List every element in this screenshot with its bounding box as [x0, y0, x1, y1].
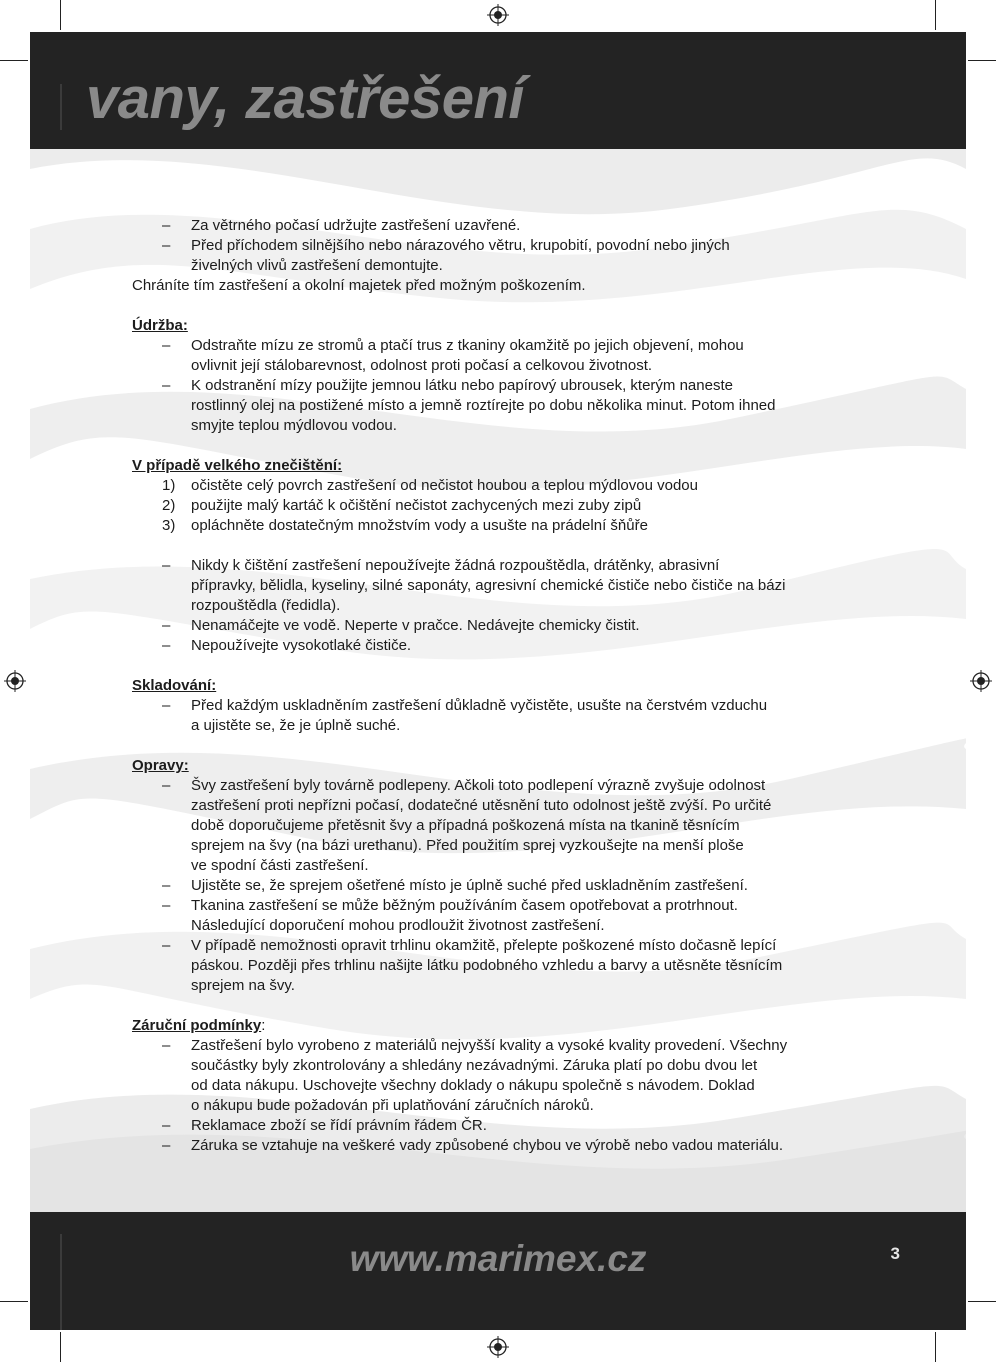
list-marker: – — [162, 377, 171, 394]
list-marker: – — [162, 777, 171, 794]
list-number: 2) — [162, 497, 176, 514]
crop-mark — [968, 60, 996, 61]
list-item-text: Nepoužívejte vysokotlaké čističe. — [191, 637, 412, 654]
list-item-continuation — [132, 916, 892, 936]
list-marker: – — [162, 637, 171, 654]
list-item-continuation — [132, 956, 892, 976]
list-marker: – — [162, 1037, 171, 1054]
heavy-dirt-heading: V případě velkého znečištění: — [132, 457, 343, 474]
list-item — [132, 1036, 892, 1056]
page-footer — [30, 1212, 966, 1330]
list-item-text: sprejem na švy. — [191, 977, 295, 994]
list-item — [132, 336, 892, 356]
list-marker: – — [162, 337, 171, 354]
storage-heading: Skladování: — [132, 677, 217, 694]
list-item-text: Nikdy k čištění zastřešení nepoužívejte žádná rozpouštědla, drátěnky, abrasivní — [191, 557, 720, 574]
crop-mark — [968, 1301, 996, 1302]
list-item-continuation — [132, 256, 892, 276]
page-title: vany, zastřešení — [86, 66, 524, 131]
list-item-continuation — [132, 796, 892, 816]
list-item-text: o nákupu bude požadován při uplatňování záručních nároků. — [191, 1097, 594, 1114]
list-item-text: rostlinný olej na postižené místo a jemně roztírejte po dobu několika minut. Potom ihned — [191, 397, 776, 414]
list-item-text: živelných vlivů zastřešení demontujte. — [191, 257, 443, 274]
list-item — [132, 376, 892, 396]
list-item-text: očistěte celý povrch zastřešení od nečistot houbou a teplou mýdlovou vodou — [191, 477, 698, 494]
list-item-continuation — [132, 1096, 892, 1116]
list-number: 1) — [162, 477, 176, 494]
list-item-continuation — [132, 816, 892, 836]
numbered-item — [132, 516, 892, 536]
list-item-text: Reklamace zboží se řídí právním řádem ČR. — [191, 1117, 487, 1134]
section-heading — [132, 316, 892, 336]
list-marker: – — [162, 1137, 171, 1154]
crop-mark — [935, 0, 936, 30]
list-item — [132, 616, 892, 636]
list-marker: – — [162, 1117, 171, 1134]
list-item-text: Ujistěte se, že sprejem ošetřené místo je úplně suché před uskladněním zastřešení. — [191, 877, 748, 894]
list-number: 3) — [162, 517, 176, 534]
numbered-item — [132, 496, 892, 516]
list-item-continuation — [132, 716, 892, 736]
list-item-continuation — [132, 596, 892, 616]
list-item-text: Za větrného počasí udržujte zastřešení uzavřené. — [191, 217, 521, 234]
list-item-text: K odstranění mízy použijte jemnou látku nebo papírový ubrousek, kterým naneste — [191, 377, 733, 394]
list-item — [132, 556, 892, 576]
list-item-text: Následující doporučení mohou prodloužit životnost zastřešení. — [191, 917, 605, 934]
list-item — [132, 876, 892, 896]
list-item-text: Tkanina zastřešení se může běžným používáním časem opotřebovat a protrhnout. — [191, 897, 738, 914]
section-heading — [132, 456, 892, 476]
paragraph — [132, 276, 892, 296]
list-item-text: Před každým uskladněním zastřešení důkladně vyčistěte, usušte na čerstvém vzduchu — [191, 697, 768, 714]
list-item-continuation — [132, 1056, 892, 1076]
website-url[interactable]: www.marimex.cz — [349, 1238, 647, 1279]
maintenance-heading: Údržba: — [132, 317, 188, 334]
list-item-text: sprejem na švy (na bázi urethanu). Před použitím sprej vyzkoušejte na menší ploše — [191, 837, 744, 854]
list-item-text: Zastřešení bylo vyrobeno z materiálů nejvyšší kvality a vysoké kvality provedení. Všechny — [191, 1037, 788, 1054]
list-item-text: V případě nemožnosti opravit trhlinu okamžitě, přelepte poškozené místo dočasně lepící — [191, 937, 777, 954]
list-item-text: od data nákupu. Uschovejte všechny doklady o nákupu společně s návodem. Doklad — [191, 1077, 755, 1094]
list-item — [132, 696, 892, 716]
page-header — [30, 32, 966, 149]
crop-mark — [0, 60, 28, 61]
list-item-continuation — [132, 856, 892, 876]
list-item-text: Před příchodem silnějšího nebo nárazového větru, krupobití, povodní nebo jiných — [191, 237, 730, 254]
crop-mark — [935, 1332, 936, 1362]
list-item — [132, 1136, 892, 1156]
document-body — [132, 216, 892, 1156]
list-item-text: Odstraňte mízu ze stromů a ptačí trus z tkaniny okamžitě po jejich objevení, mohou — [191, 337, 744, 354]
registration-mark-icon — [487, 1336, 509, 1358]
list-item-continuation — [132, 416, 892, 436]
list-item-text: ovlivnit její stálobarevnost, odolnost proti počasí a celkovou životnost. — [191, 357, 653, 374]
list-marker: – — [162, 557, 171, 574]
crop-mark — [0, 1301, 28, 1302]
list-marker: – — [162, 237, 171, 254]
list-marker: – — [162, 697, 171, 714]
list-item-text: Nenamáčejte ve vodě. Neperte v pračce. Nedávejte chemicky čistit. — [191, 617, 640, 634]
list-item-text: a ujistěte se, že je úplně suché. — [191, 717, 401, 734]
registration-mark-icon — [970, 670, 992, 692]
list-item-text: smyjte teplou mýdlovou vodou. — [191, 417, 397, 434]
list-item-continuation — [132, 836, 892, 856]
registration-mark-icon — [4, 670, 26, 692]
header-divider — [60, 84, 62, 130]
list-item — [132, 776, 892, 796]
warranty-heading-colon: : — [261, 1017, 266, 1034]
list-item-text: páskou. Později přes trhlinu našijte látku podobného vzhledu a barvy a utěsněte těsnícím — [191, 957, 783, 974]
list-item — [132, 896, 892, 916]
list-item-continuation — [132, 576, 892, 596]
list-item-text: Švy zastřešení byly továrně podlepeny. Ačkoli toto podlepení výrazně zvyšuje odolnost — [191, 777, 766, 794]
list-item — [132, 1116, 892, 1136]
crop-mark — [60, 1332, 61, 1362]
list-item-text: součástky byly zkontrolovány a shledány nezávadnými. Záruka platí po dobu dvou let — [191, 1057, 758, 1074]
numbered-item — [132, 476, 892, 496]
list-item-text: rozpouštědla (ředidla). — [191, 597, 341, 614]
list-item-text: době doporučujeme přetěsnit švy a případná poškozená místa na tkanině těsnícím — [191, 817, 740, 834]
list-item — [132, 236, 892, 256]
list-item-continuation — [132, 396, 892, 416]
list-item — [132, 216, 892, 236]
list-marker: – — [162, 217, 171, 234]
list-item-text: použijte malý kartáč k očištění nečistot zachycených mezi zuby zipů — [191, 497, 642, 514]
list-item-text: opláchněte dostatečným množstvím vody a usušte na prádelní šňůře — [191, 517, 648, 534]
section-heading — [132, 1016, 892, 1036]
list-marker: – — [162, 877, 171, 894]
list-item-text: ve spodní části zastřešení. — [191, 857, 369, 874]
list-item — [132, 636, 892, 656]
crop-mark — [60, 0, 61, 30]
list-item-continuation — [132, 1076, 892, 1096]
list-item-text: přípravky, bělidla, kyseliny, silné saponáty, agresivní chemické čističe nebo čističe na bázi — [191, 577, 786, 594]
list-item-continuation — [132, 356, 892, 376]
section-heading — [132, 676, 892, 696]
page-number: 3 — [890, 1244, 900, 1263]
list-item-text: Záruka se vztahuje na veškeré vady způsobené chybou ve výrobě nebo vadou materiálu. — [191, 1137, 784, 1154]
list-marker: – — [162, 937, 171, 954]
registration-mark-icon — [487, 4, 509, 26]
list-item — [132, 936, 892, 956]
warranty-heading: Záruční podmínky — [132, 1017, 262, 1034]
list-item-text: zastřešení proti nepřízni počasí, dodatečné utěsnění tuto odolnost ještě zvýší. Po určité — [191, 797, 772, 814]
paragraph-text: Chráníte tím zastřešení a okolní majetek před možným poškozením. — [132, 277, 586, 294]
section-heading — [132, 756, 892, 776]
repairs-heading: Opravy: — [132, 757, 189, 774]
list-item-continuation — [132, 976, 892, 996]
list-marker: – — [162, 617, 171, 634]
list-marker: – — [162, 897, 171, 914]
